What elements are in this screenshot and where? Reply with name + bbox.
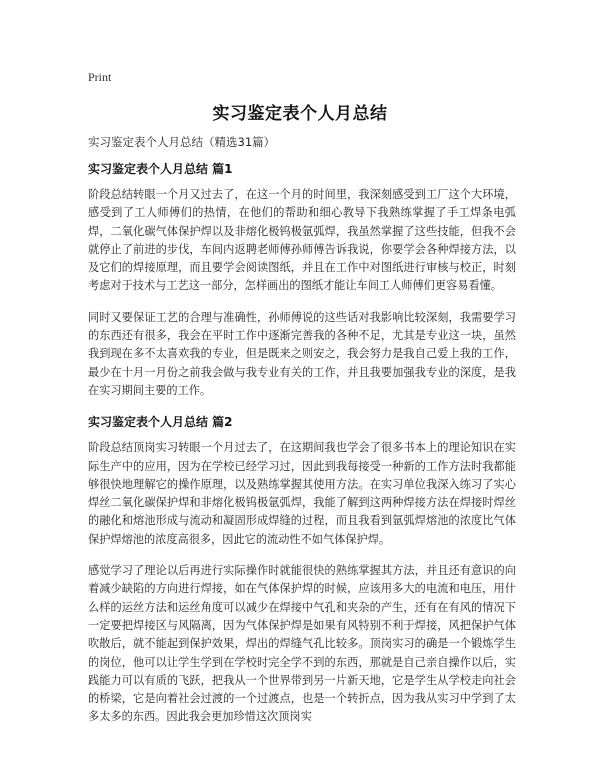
document-body xyxy=(88,160,516,740)
section-1-paragraph-2: 同时又要保证工艺的合理与准确性，孙师傅说的这些话对我影响比较深刻，我需要学习的东西还有很多，我会在平时工作中逐渐完善我的各种不足，尤其是专业这一块，虽然我到现在多不太喜欢我的专业，但是既来之则安之，我会努力是我自己爱上我的工作，最少在十月一月份之前我会做与我专业有关的工作，并且我要加强我专业的深度，是我在实习期间主要的工作。 xyxy=(88,310,516,397)
section-heading-2: 实习鉴定表个人月总结 篇2 xyxy=(88,415,233,430)
section-2-paragraph-2: 感觉学习了理论以后再进行实际操作时就能很快的熟练掌握其方法，并且还有意识的向着减少缺陷的方向进行焊接，如在气体保护焊的时候，应该用多大的电流和电压，用什么样的运丝方法和运丝角度可以减少在焊接中气孔和夹杂的产生，还有在有风的情况下一定要把焊接区与风隔离，因为气体保护焊是如果有风特别不利于焊接，风把保护气体吹散后，就不能起到保护效果，焊出的焊缝气孔比较多。顶岗实习的确是一个锻炼学生的岗位，他可以让学生学到在学校时完全学不到的东西，那就是自己亲自操作以后，实践能力可以有质的飞跃，把我从一个世界带到另一片新天地，它是学生从学校走向社会的桥梁，它是向着社会过渡的一个过渡点，也是一个转折点，因为我从实习中学到了太多太多的东西。因此我会更加珍惜这次顶岗实 xyxy=(88,564,516,724)
page-title: 实习鉴定表个人月总结 xyxy=(212,104,388,124)
section-2-paragraph-1: 阶段总结顶岗实习转眼一个月过去了，在这期间我也学会了很多书本上的理论知识在实际生产中的应用，因为在学校已经学习过，因此到我每接受一种新的工作方法时我都能够很快地理解它的操作原理，以及熟练掌握其使用方法。在实习单位我深入练习了实心焊丝二氧化碳保护焊和非熔化极钨极氩弧焊，我能了解到这两种焊接方法在焊接时焊丝的融化和熔池形成与流动和凝固形成焊缝的过程，而且我看到氩弧焊熔池的浓度比气体保护焊熔池的浓度高很多，因此它的流动性不如气体保护焊。 xyxy=(88,441,516,546)
document-subtitle: 实习鉴定表个人月总结（精选31篇） xyxy=(88,135,276,149)
print-label: Print xyxy=(88,70,112,84)
section-1-paragraph-1: 阶段总结转眼一个月又过去了，在这一个月的时间里，我深刻感受到工厂这个大环境，感受到了工人师傅们的热情，在他们的帮助和细心教导下我熟练掌握了手工焊条电弧焊，二氧化碳气体保护焊以及非熔化极钨极氩弧焊，我虽然掌握了这些技能，但我不会就停止了前进的步伐，车间内返聘老师傅孙师傅告诉我说，你要学会各种焊接方法，以及它们的焊接原理，而且要学会阅读图纸，并且在工作中对图纸进行审核与校正，时刻考虑对于技术与工艺这一部分，怎样画出的图纸才能让车间工人师傅们更容易看懂。 xyxy=(88,188,516,293)
section-heading-1: 实习鉴定表个人月总结 篇1 xyxy=(88,162,233,176)
